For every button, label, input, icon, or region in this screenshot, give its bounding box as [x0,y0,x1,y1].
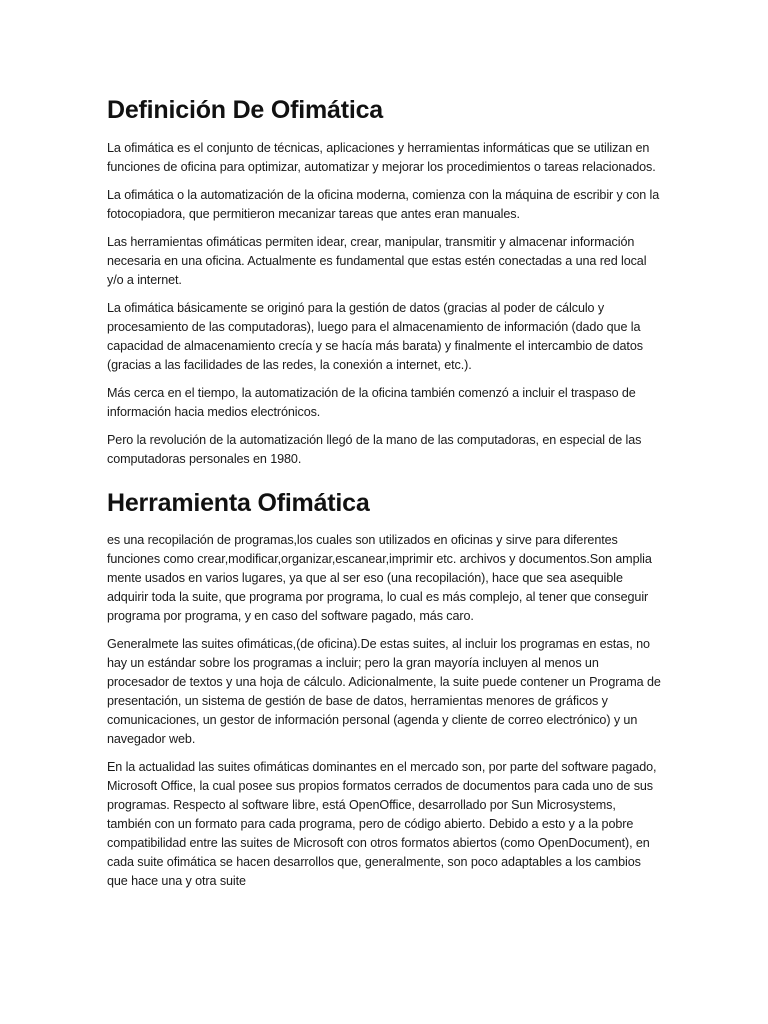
heading-herramienta: Herramienta Ofimática [107,489,370,517]
paragraph: Más cerca en el tiempo, la automatización de la oficina también comenzó a incluir el traspaso de información hacia medios electrónicos. [107,386,636,419]
paragraph: La ofimática o la automatización de la oficina moderna, comienza con la máquina de escribir y con la fotocopiadora, que permitieron mecanizar tareas que antes eran manuales. [107,188,660,221]
paragraph: Pero la revolución de la automatización llegó de la mano de las computadoras, en especial de las computadoras personales en 1980. [107,433,642,466]
paragraph: es una recopilación de programas,los cuales son utilizados en oficinas y sirve para diferentes funciones como crear,modificar,organizar,escanear,imprimir etc. archivos y documentos.Son amplia mente usados en varios lugares, ya que al ser eso (una recopilación), hace que sea asequible adquirir toda la suite, que programa por programa, lo cual es más complejo, al tener que conseguir programa por programa, y en caso del software pagado, más caro. [107,533,652,623]
paragraph: La ofimática básicamente se originó para la gestión de datos (gracias al poder de cálculo y procesamiento de las computadoras), luego para el almacenamiento de información (dado que la capacidad de almacenamiento crecía y se hacía más barata) y finalmente el intercambio de datos (gracias a las facilidades de las redes, la conexión a internet, etc.). [107,301,643,372]
paragraph: Las herramientas ofimáticas permiten idear, crear, manipular, transmitir y almacenar información necesaria en una oficina. Actualmente es fundamental que estas estén conectadas a una red local y/o a internet. [107,235,647,287]
paragraph: En la actualidad las suites ofimáticas dominantes en el mercado son, por parte del software pagado, Microsoft Office, la cual posee sus propios formatos cerrados de documentos para cada uno de sus programas. Respecto al software libre, está OpenOffice, desarrollado por Sun Microsystems, también con un formato para cada programa, pero de código abierto. Debido a esto y a la pobre compatibilidad entre las suites de Microsoft con otros formatos abiertos (como OpenDocument), en cada suite ofimática se hacen desarrollos que, generalmente, son poco adaptables a los cambios que hace una y otra suite [107,760,657,888]
paragraph: La ofimática es el conjunto de técnicas, aplicaciones y herramientas informáticas que se utilizan en funciones de oficina para optimizar, automatizar y mejorar los procedimientos o tareas relacionados. [107,141,656,174]
paragraph: Generalmete las suites ofimáticas,(de oficina).De estas suites, al incluir los programas en estas, no hay un estándar sobre los programas a incluir; pero la gran mayoría incluyen al menos un procesador de textos y una hoja de cálculo. Adicionalmente, la suite puede contener un Programa de presentación, un sistema de gestión de base de datos, herramientas menores de gráficos y comunicaciones, un gestor de información personal (agenda y cliente de correo electrónico) y un navegador web. [107,637,661,746]
heading-definicion: Definición De Ofimática [107,96,384,124]
document-page [107,94,663,900]
